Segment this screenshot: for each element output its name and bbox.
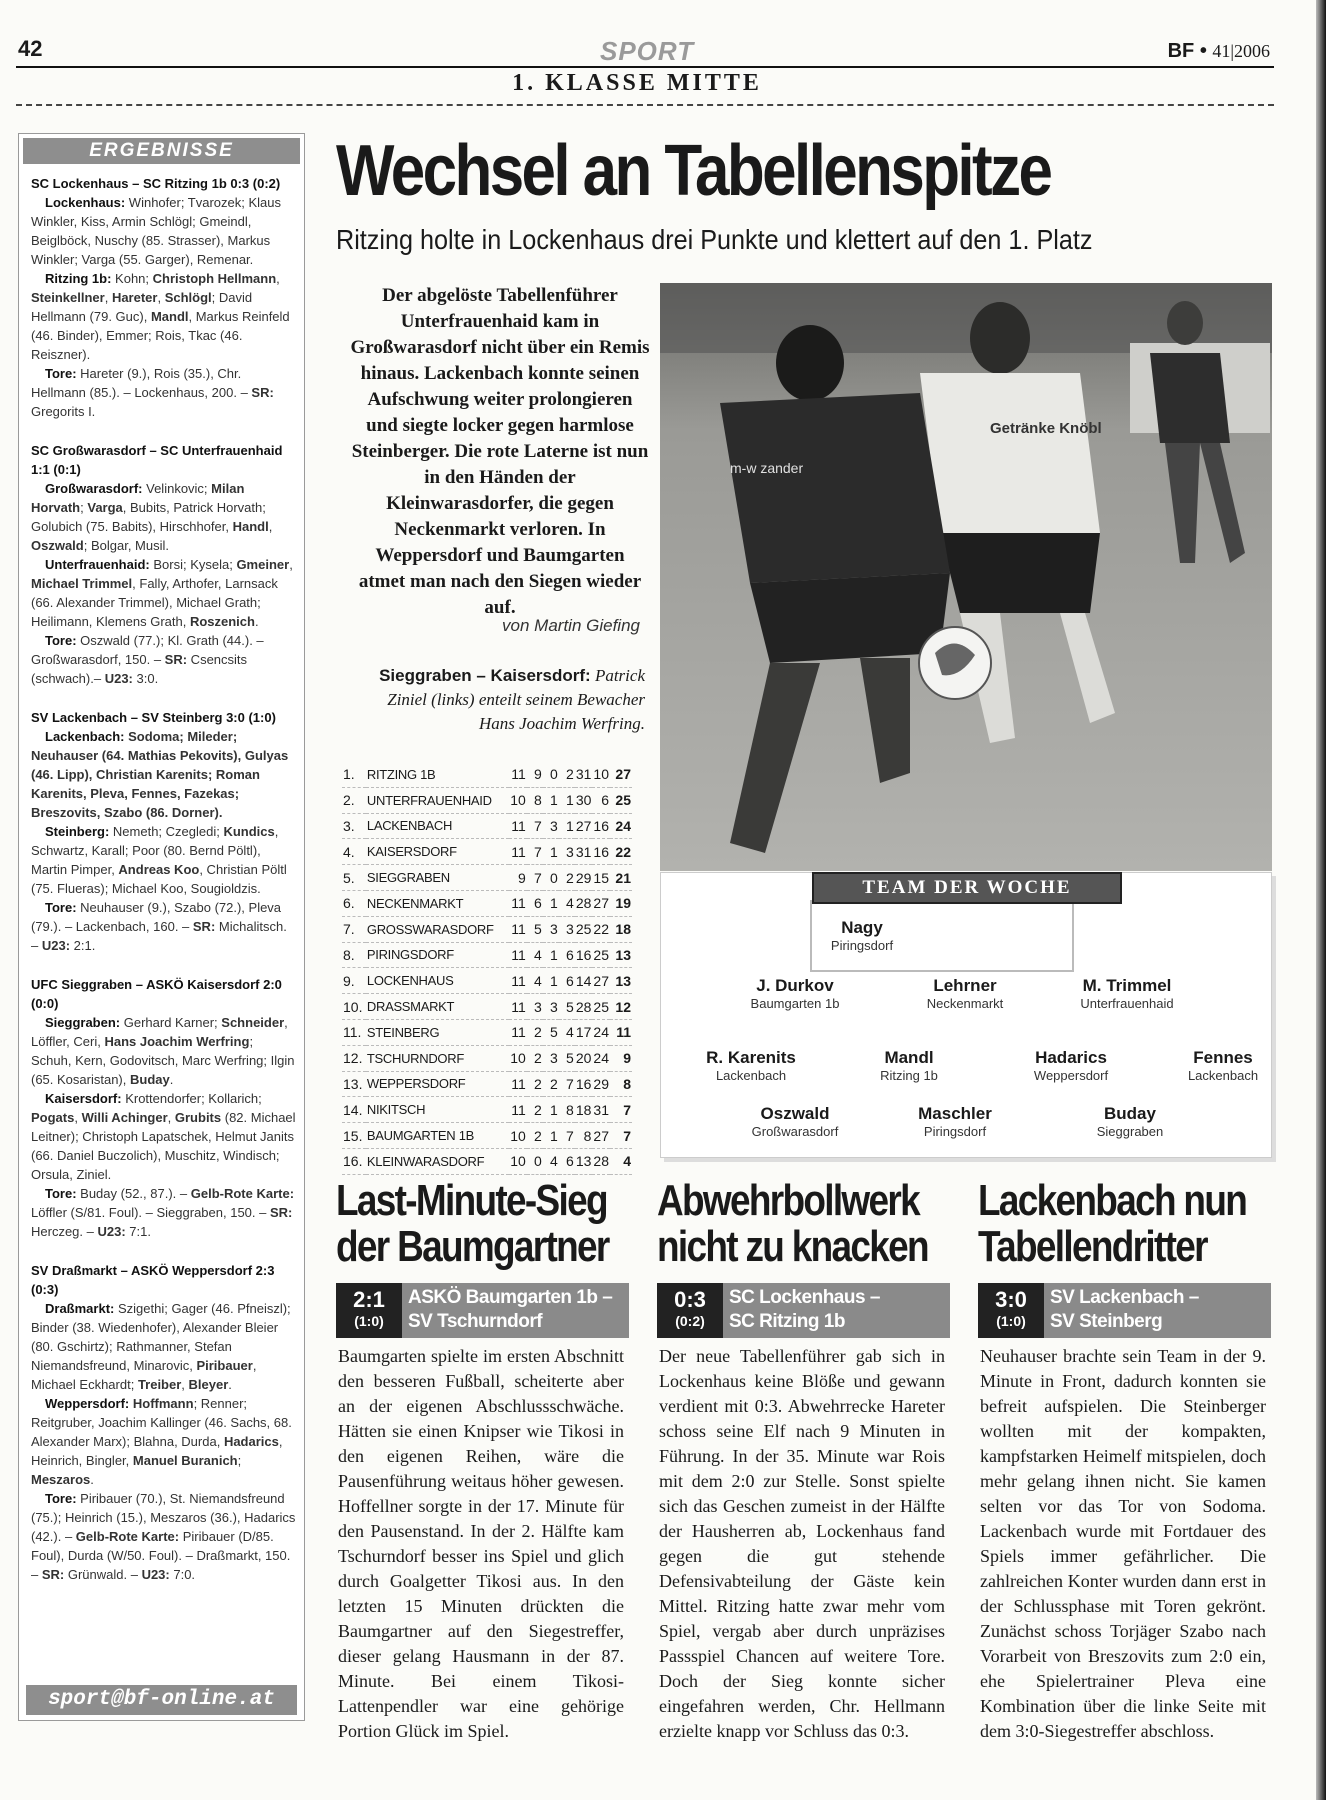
result-title: SC Großwarasdorf – SC Unterfrauenhaid 1:1 (0:1)	[31, 443, 283, 477]
author-name: Martin Giefing	[534, 616, 640, 635]
standings-l: 7	[559, 1123, 575, 1149]
table-row	[342, 942, 632, 968]
bullet-separator: •	[1199, 40, 1207, 62]
standings-w: 0	[527, 1148, 543, 1174]
home-team: ASKÖ Baumgarten 1b –	[408, 1287, 613, 1308]
standings-ga: 31	[592, 1097, 610, 1123]
result-title: SC Lockenhaus – SC Ritzing 1b 0:3 (0:2)	[31, 176, 281, 191]
result-lineup: Weppersdorf: Hoffmann; Renner; Reitgruber, Joachim Kallinger (46. Sachs, 68. Alexander Marx); Blahna, Durda, Hadarics, Heinrich, Bingler, Manuel Buranich; Meszaros.	[31, 1396, 292, 1487]
article-subheadline: Ritzing holte in Lockenhaus drei Punkte und klettert auf den 1. Platz	[336, 224, 1093, 255]
standings-team: KLEINWARASDORF	[366, 1148, 509, 1174]
table-row	[342, 1123, 632, 1149]
standings-w: 5	[527, 916, 543, 942]
standings-rank: 16.	[342, 1148, 366, 1174]
standings-p: 10	[509, 1123, 527, 1149]
standings-w: 6	[527, 890, 543, 916]
standings-p: 10	[509, 787, 527, 813]
standings-p: 11	[509, 916, 527, 942]
tdw-player	[777, 918, 947, 953]
report-headline	[978, 1178, 1246, 1270]
table-row	[342, 762, 632, 787]
result-lineup: Unterfrauenhaid: Borsi; Kysela; Gmeiner, Michael Trimmel, Fally, Arthofer, Larnsack (66. Alexander Trimmel), Michael Grath; Heilimann, Klemens Grath, Roszenich.	[31, 557, 293, 629]
standings-pts: 4	[610, 1148, 632, 1174]
match-photo	[660, 283, 1272, 871]
result-lineup: Tore: Buday (52., 87.). – Gelb-Rote Karte: Löffler (S/81. Foul). – Sieggraben, 150. – SR: Herczeg. – U23: 7:1.	[31, 1186, 295, 1239]
article-headline: Wechsel an Tabellenspitze	[336, 131, 1051, 211]
standings-rank: 15.	[342, 1123, 366, 1149]
tdw-player	[870, 1104, 1040, 1139]
standings-d: 1	[543, 942, 559, 968]
standings-l: 5	[559, 994, 575, 1020]
standings-w: 8	[527, 787, 543, 813]
standings-p: 11	[509, 1019, 527, 1045]
standings-l: 7	[559, 1071, 575, 1097]
standings-rank: 14.	[342, 1097, 366, 1123]
result-lineup: Tore: Hareter (9.), Rois (35.), Chr. Hellmann (85.). – Lockenhaus, 200. – SR: Gregorits I.	[31, 366, 274, 419]
standings-w: 2	[527, 1045, 543, 1071]
standings-team: GROSSWARASDORF	[366, 916, 509, 942]
tdw-player-club: Lackenbach	[1187, 1068, 1259, 1083]
standings-d: 3	[543, 1045, 559, 1071]
table-row	[342, 865, 632, 891]
table-row	[342, 1071, 632, 1097]
report-headline-line: Lackenbach nun	[978, 1176, 1247, 1225]
standings-rank: 7.	[342, 916, 366, 942]
result-block	[19, 174, 304, 421]
standings-team: BAUMGARTEN 1B	[366, 1123, 509, 1149]
tdw-player-club: Lackenbach	[715, 1068, 787, 1083]
report-text: Baumgarten spielte im ersten Abschnitt den besseren Fußball, scheiterte aber an der eigenen Abschlussschwäche. Hätten sie einen Knipser wie Tikosi in den eigenen Reihen, wäre die Pausenführung weitaus höher gewesen. Hoffellner sorgte in der 17. Minute für den Pausenstand. In der 2. Hälfte kam Tschurndorf besser ins Spiel und glich durch Goalgetter Tikosi aus. In den letzten 15 Minuten drückten die Baumgartner auf den Siegestreffer, dieser gelang Hausmann in der 87. Minute. Bei einem Tikosi-Lattenpendler war eine gehörige Portion Glück im Spiel.	[338, 1346, 624, 1741]
tdw-player-club: Baumgarten 1b	[750, 996, 840, 1011]
standings-w: 3	[527, 994, 543, 1020]
standings-ga: 25	[592, 994, 610, 1020]
standings-l: 1	[559, 813, 575, 839]
table-row	[342, 968, 632, 994]
photo-shirt-text: Getränke Knöbl	[990, 420, 1102, 437]
dashed-divider	[16, 104, 1274, 106]
standings-pts: 25	[610, 787, 632, 813]
issue-divider: |	[1230, 41, 1234, 61]
standings-gf: 14	[575, 968, 593, 994]
tdw-player-name: Mandl	[884, 1048, 934, 1067]
standings-l: 6	[559, 968, 575, 994]
table-row	[342, 813, 632, 839]
standings-l: 3	[559, 839, 575, 865]
standings-team: PIRINGSDORF	[366, 942, 509, 968]
tdw-player-club: Großwarasdorf	[751, 1124, 839, 1139]
away-team: SV Steinberg	[1050, 1311, 1163, 1332]
result-lineup: Draßmarkt: Szigethi; Gager (46. Pfneiszl); Binder (38. Wiedenhofer), Alexander Bleier (80. Gschirtz); Rathmanner, Stefan Niemandsfreund, Minarovic, Piribauer, Michael Eckhardt; Treiber, Bleyer.	[31, 1301, 291, 1392]
tdw-player-name: Maschler	[918, 1104, 992, 1123]
final-score: 0:3	[674, 1287, 706, 1312]
match-teams	[729, 1286, 880, 1334]
result-block	[19, 441, 304, 688]
standings-gf: 27	[575, 813, 593, 839]
issue-info	[1168, 40, 1270, 63]
standings-p: 11	[509, 968, 527, 994]
standings-w: 7	[527, 865, 543, 891]
standings-d: 1	[543, 1097, 559, 1123]
standings-ga: 27	[592, 968, 610, 994]
standings-gf: 13	[575, 1148, 593, 1174]
table-row	[342, 1045, 632, 1071]
standings-rank: 4.	[342, 839, 366, 865]
final-score: 3:0	[995, 1287, 1027, 1312]
standings-pts: 7	[610, 1123, 632, 1149]
away-team: SV Tschurndorf	[408, 1311, 543, 1332]
result-block	[19, 975, 304, 1241]
tdw-player-name: Nagy	[841, 918, 883, 937]
standings-pts: 18	[610, 916, 632, 942]
standings-rank: 11.	[342, 1019, 366, 1045]
score-bar	[657, 1283, 950, 1338]
standings-d: 0	[543, 865, 559, 891]
standings-d: 1	[543, 839, 559, 865]
standings-p: 11	[509, 839, 527, 865]
result-lineup: Kaisersdorf: Krottendorfer; Kollarich; Pogats, Willi Achinger, Grubits (82. Michael Leitner); Christoph Lapatschek, Helmut Janits (66. Daniel Buczolich), Muschitz, Windisch; Orsula, Ziniel.	[31, 1091, 296, 1182]
standings-ga: 28	[592, 1148, 610, 1174]
standings-team: SIEGGRABEN	[366, 865, 509, 891]
result-lineup: Tore: Piribauer (70.), St. Niemandsfreund (75.); Heinrich (15.), Meszaros (36.), Hadarics (42.). – Gelb-Rote Karte: Piribauer (D/85. Foul), Durda (W/50. Foul). – Draßmarkt, 150. – SR: Grünwald. – U23: 7:0.	[31, 1491, 296, 1582]
standings-gf: 28	[575, 994, 593, 1020]
standings-l: 8	[559, 1097, 575, 1123]
team-of-the-week-heading: TEAM DER WOCHE	[812, 872, 1122, 904]
tdw-player-name: Fennes	[1193, 1048, 1253, 1067]
report-headline-line: Abwehrbollwerk	[657, 1176, 919, 1225]
result-lineup: Lockenhaus: Winhofer; Tvarozek; Klaus Winkler, Kiss, Armin Schlögl; Gmeindl, Beiglböck, Nuschy (85. Strasser), Markus Winkler; Varga (55. Garger), Remenar.	[31, 195, 282, 267]
report-headline	[336, 1178, 609, 1270]
standings-rank: 10.	[342, 994, 366, 1020]
standings-gf: 25	[575, 916, 593, 942]
standings-pts: 8	[610, 1071, 632, 1097]
away-team: SC Ritzing 1b	[729, 1311, 845, 1332]
author-line	[350, 616, 640, 636]
standings-d: 0	[543, 762, 559, 787]
issue-number: 41	[1212, 41, 1231, 61]
report-headline-line: Tabellendritter	[978, 1222, 1207, 1271]
score-box	[978, 1283, 1044, 1338]
standings-ga: 24	[592, 1019, 610, 1045]
result-block	[19, 708, 304, 955]
section-title: SPORT	[600, 36, 695, 66]
standings-ga: 15	[592, 865, 610, 891]
match-photo-illustration	[660, 283, 1272, 871]
tdw-player-name: Buday	[1104, 1104, 1156, 1123]
tdw-player-name: R. Karenits	[706, 1048, 796, 1067]
standings-p: 11	[509, 813, 527, 839]
standings-p: 11	[509, 762, 527, 787]
standings-team: KAISERSDORF	[366, 839, 509, 865]
tdw-player-club: Piringsdorf	[923, 1124, 987, 1139]
standings-pts: 9	[610, 1045, 632, 1071]
standings-d: 3	[543, 813, 559, 839]
tdw-player	[824, 1048, 994, 1083]
standings-pts: 13	[610, 942, 632, 968]
halftime-score: (1:0)	[354, 1313, 384, 1329]
standings-w: 7	[527, 839, 543, 865]
tdw-player	[880, 976, 1050, 1011]
author-prefix: von	[502, 616, 530, 635]
standings-p: 10	[509, 1045, 527, 1071]
standings-ga: 10	[592, 762, 610, 787]
standings-w: 2	[527, 1097, 543, 1123]
standings-team: LACKENBACH	[366, 813, 509, 839]
standings-pts: 27	[610, 762, 632, 787]
result-lineup: Tore: Oszwald (77.); Kl. Grath (44.). – Großwarasdorf, 150. – SR: Csencsits (schwach).– U23: 3:0.	[31, 633, 264, 686]
tdw-player	[710, 1104, 880, 1139]
result-title: SV Lackenbach – SV Steinberg 3:0 (1:0)	[31, 710, 276, 725]
standings-rank: 13.	[342, 1071, 366, 1097]
standings-gf: 18	[575, 1097, 593, 1123]
match-teams	[1050, 1286, 1199, 1334]
standings-pts: 19	[610, 890, 632, 916]
score-bar	[336, 1283, 629, 1338]
standings-gf: 16	[575, 942, 593, 968]
result-lineup: Ritzing 1b: Kohn; Christoph Hellmann, Steinkellner, Hareter, Schlögl; David Hellmann (79. Guc), Mandl, Markus Reinfeld (46. Binder), Emmer; Rois, Tkac (46. Reiszner).	[31, 271, 290, 362]
standings-pts: 13	[610, 968, 632, 994]
sidebar-heading: ERGEBNISSE	[23, 138, 300, 164]
photo-caption	[350, 664, 645, 736]
standings-rank: 9.	[342, 968, 366, 994]
standings-p: 11	[509, 994, 527, 1020]
standings-ga: 6	[592, 787, 610, 813]
tdw-player	[666, 1048, 836, 1083]
standings-d: 1	[543, 890, 559, 916]
result-lineup: Großwarasdorf: Velinkovic; Milan Horvath; Varga, Bubits, Patrick Horvath; Golubich (75. Babits), Hirschhofer, Handl, Oszwald; Bolgar, Musil.	[31, 481, 273, 553]
publication-name: BF	[1167, 40, 1195, 62]
standings-rank: 8.	[342, 942, 366, 968]
standings-d: 5	[543, 1019, 559, 1045]
standings-w: 2	[527, 1071, 543, 1097]
standings-pts: 7	[610, 1097, 632, 1123]
standings-team: UNTERFRAUENHAID	[366, 787, 509, 813]
standings-pts: 11	[610, 1019, 632, 1045]
standings-d: 1	[543, 787, 559, 813]
header-rule	[16, 66, 1274, 68]
standings-ga: 16	[592, 839, 610, 865]
halftime-score: (1:0)	[996, 1313, 1026, 1329]
standings-l: 1	[559, 787, 575, 813]
standings-w: 9	[527, 762, 543, 787]
standings-w: 4	[527, 968, 543, 994]
standings-ga: 25	[592, 942, 610, 968]
report-headline-line: nicht zu knacken	[657, 1222, 928, 1271]
standings-l: 6	[559, 1148, 575, 1174]
tdw-player-club: Ritzing 1b	[880, 1068, 938, 1083]
league-title: 1. KLASSE MITTE	[512, 70, 762, 96]
tdw-player	[1138, 1048, 1308, 1083]
table-row	[342, 994, 632, 1020]
table-row	[342, 1097, 632, 1123]
tdw-player-name: M. Trimmel	[1082, 976, 1172, 995]
issue-year: 2006	[1234, 41, 1270, 61]
standings-team: STEINBERG	[366, 1019, 509, 1045]
photo-jersey-text: m-w zander	[730, 460, 804, 476]
standings-d: 3	[543, 994, 559, 1020]
halftime-score: (0:2)	[675, 1313, 705, 1329]
table-row	[342, 916, 632, 942]
tdw-player	[710, 976, 880, 1011]
standings-d: 2	[543, 1071, 559, 1097]
standings-pts: 24	[610, 813, 632, 839]
standings-d: 3	[543, 916, 559, 942]
standings-team: NIKITSCH	[366, 1097, 509, 1123]
standings-team: WEPPERSDORF	[366, 1071, 509, 1097]
standings-w: 2	[527, 1123, 543, 1149]
standings-p: 11	[509, 942, 527, 968]
report-headline-line: Last-Minute-Sieg	[336, 1176, 607, 1225]
tdw-player-name: Lehrner	[933, 976, 997, 995]
report-text: Neuhauser brachte sein Team in der 9. Minute in Front, dadurch konnten sie befreit aufspielen. Die Steinberger wollten mit der kompakten, kampfstarken Heimelf mitspielen, doch mehr gelang ihnen nicht. Sie kamen selten vor das Tor von Sodoma. Lackenbach wurde mit Fortdauer des Spiels immer gefährlicher. Die zahlreichen Konter wurden dann erst in der Schlussphase mit Toren gekrönt. Zunächst schoss Torjäger Szabo nach Vorarbeit von Breszovits zum 2:0 ein, ehe Spielertrainer Pleva eine Kombination über die linke Seite mit dem 3:0-Siegestreffer abschloss.	[980, 1346, 1266, 1741]
standings-w: 7	[527, 813, 543, 839]
standings-ga: 24	[592, 1045, 610, 1071]
score-box	[336, 1283, 402, 1338]
tdw-player-name: J. Durkov	[756, 976, 834, 995]
standings-ga: 22	[592, 916, 610, 942]
report-headline	[657, 1178, 928, 1270]
tdw-player-name: Hadarics	[1035, 1048, 1107, 1067]
sport-email-link[interactable]: sport@bf-online.at	[26, 1685, 297, 1715]
standings-l: 2	[559, 865, 575, 891]
page-number: 42	[18, 36, 43, 61]
result-title: SV Draßmarkt – ASKÖ Weppersdorf 2:3 (0:3)	[31, 1263, 275, 1297]
standings-rank: 6.	[342, 890, 366, 916]
standings-pts: 21	[610, 865, 632, 891]
standings-gf: 28	[575, 890, 593, 916]
standings-p: 11	[509, 1071, 527, 1097]
standings-gf: 16	[575, 1071, 593, 1097]
result-title: UFC Sieggraben – ASKÖ Kaisersdorf 2:0 (0:0)	[31, 977, 282, 1011]
standings-body	[342, 762, 632, 1174]
caption-text: Patrick Ziniel (links) enteilt seinem Bewacher Hans Joachim Werfring.	[387, 666, 645, 733]
tdw-player-club: Piringsdorf	[830, 938, 894, 953]
tdw-player-club: Sieggraben	[1096, 1124, 1164, 1139]
tdw-player-club: Neckenmarkt	[926, 996, 1004, 1011]
standings-rank: 1.	[342, 762, 366, 787]
standings-ga: 27	[592, 1123, 610, 1149]
standings-team: NECKENMARKT	[366, 890, 509, 916]
article-lead: Der abgelöste Tabellenführer Unterfrauenhaid kam in Großwarasdorf nicht über ein Remis hinaus. Lackenbach konnte seinen Aufschwung weiter prolongieren und siegte locker gegen harmlose Steinberger. Die rote Laterne ist nun in den Händen der Kleinwarasdorfer, die gegen Neckenmarkt verloren. In Weppersdorf und Baumgarten atmet man nach den Siegen wieder auf.	[350, 285, 650, 618]
standings-table	[342, 762, 632, 1175]
result-lineup: Lackenbach: Sodoma; Mileder; Neuhauser (64. Mathias Pekovits), Gulyas (46. Lipp), Christian Karenits; Roman Karenits, Pleva, Fennes, Fazekas; Breszovits, Szabo (86. Dorner).	[31, 729, 289, 820]
caption-match: Sieggraben – Kaisersdorf:	[379, 666, 591, 685]
tdw-player	[1045, 1104, 1215, 1139]
standings-ga: 27	[592, 890, 610, 916]
results-list	[19, 174, 304, 1584]
table-row	[342, 1148, 632, 1174]
final-score: 2:1	[353, 1287, 385, 1312]
standings-pts: 12	[610, 994, 632, 1020]
tdw-player-name: Oszwald	[760, 1104, 830, 1123]
standings-team: LOCKENHAUS	[366, 968, 509, 994]
standings-l: 4	[559, 1019, 575, 1045]
standings-w: 4	[527, 942, 543, 968]
standings-gf: 20	[575, 1045, 593, 1071]
table-row	[342, 1019, 632, 1045]
standings-rank: 12.	[342, 1045, 366, 1071]
standings-gf: 8	[575, 1123, 593, 1149]
standings-w: 2	[527, 1019, 543, 1045]
tdw-player-club: Weppersdorf	[1033, 1068, 1109, 1083]
standings-rank: 5.	[342, 865, 366, 891]
result-lineup: Tore: Neuhauser (9.), Szabo (72.), Pleva (79.). – Lackenbach, 160. – SR: Michalitsch. – U23: 2:1.	[31, 900, 287, 953]
tdw-player-club: Unterfrauenhaid	[1080, 996, 1174, 1011]
standings-gf: 29	[575, 865, 593, 891]
standings-p: 11	[509, 890, 527, 916]
standings-l: 4	[559, 890, 575, 916]
standings-d: 1	[543, 968, 559, 994]
home-team: SC Lockenhaus –	[729, 1287, 880, 1308]
standings-ga: 29	[592, 1071, 610, 1097]
standings-p: 9	[509, 865, 527, 891]
standings-p: 10	[509, 1148, 527, 1174]
tdw-player	[1042, 976, 1212, 1011]
page-edge-shadow	[1316, 0, 1326, 1800]
standings-l: 6	[559, 942, 575, 968]
standings-d: 4	[543, 1148, 559, 1174]
home-team: SV Lackenbach –	[1050, 1287, 1199, 1308]
result-lineup: Steinberg: Nemeth; Czegledi; Kundics, Schwartz, Karall; Poor (80. Bernd Pöltl), Martin Pimper, Andreas Koo, Christian Pöltl (75. Flueras); Michael Koo, Sougioldzis.	[31, 824, 287, 896]
score-box	[657, 1283, 723, 1338]
table-row	[342, 839, 632, 865]
standings-l: 5	[559, 1045, 575, 1071]
standings-team: TSCHURNDORF	[366, 1045, 509, 1071]
standings-p: 11	[509, 1097, 527, 1123]
standings-rank: 2.	[342, 787, 366, 813]
standings-gf: 17	[575, 1019, 593, 1045]
score-bar	[978, 1283, 1271, 1338]
standings-gf: 30	[575, 787, 593, 813]
standings-l: 3	[559, 916, 575, 942]
standings-rank: 3.	[342, 813, 366, 839]
report-headline-line: der Baumgartner	[336, 1222, 609, 1271]
standings-l: 2	[559, 762, 575, 787]
tdw-player	[986, 1048, 1156, 1083]
standings-gf: 31	[575, 762, 593, 787]
result-block	[19, 1261, 304, 1584]
table-row	[342, 787, 632, 813]
standings-gf: 31	[575, 839, 593, 865]
match-teams	[408, 1286, 612, 1334]
standings-ga: 16	[592, 813, 610, 839]
standings-team: DRASSMARKT	[366, 994, 509, 1020]
report-text: Der neue Tabellenführer gab sich in Lockenhaus keine Blöße und gewann verdient mit 0:3. Abwehrrecke Hareter schoss seine Elf nach 9 Minuten in Führung. In der 35. Minute war Rois mit dem 2:0 zur Stelle. Sonst spielte sich das Geschen zumeist in der Hälfte der Hausherren ab, Lockenhaus fand gegen die gut stehende Defensivabteilung der Gäste kein Mittel. Ritzing hatte zwar mehr vom Spiel, vergab aber durch unpräzises Passspiel Chancen auf weitere Tore. Doch der Sieg konnte sicher eingefahren werden, Chr. Hellmann erzielte knapp vor Schluss das 0:3.	[659, 1346, 945, 1741]
results-sidebar	[18, 133, 305, 1721]
result-lineup: Sieggraben: Gerhard Karner; Schneider, Löffler, Ceri, Hans Joachim Werfring; Schuh, Kern, Godovitsch, Marc Werfring; Ilgin (65. Kosaristan), Buday.	[31, 1015, 295, 1087]
table-row	[342, 890, 632, 916]
standings-pts: 22	[610, 839, 632, 865]
standings-team: RITZING 1B	[366, 762, 509, 787]
standings-d: 1	[543, 1123, 559, 1149]
